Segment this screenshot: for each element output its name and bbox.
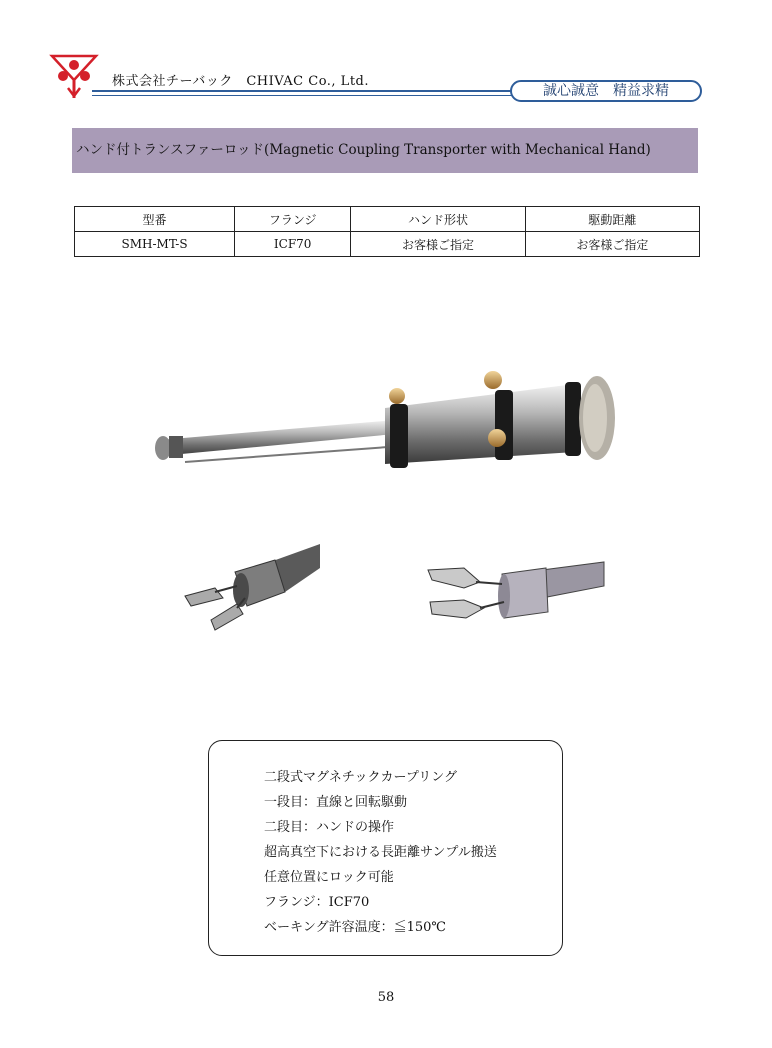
table-row	[75, 232, 700, 257]
table-header-row	[75, 207, 700, 232]
transfer-rod-photo	[145, 364, 617, 484]
chivac-logo	[48, 52, 100, 100]
company-name: 株式会社チーバック CHIVAC Co., Ltd.	[112, 74, 369, 89]
header-rule	[92, 90, 512, 92]
header-rule-thin	[92, 95, 512, 96]
header-model: 型番	[75, 207, 235, 232]
mechanical-hand-open-drawing	[175, 542, 323, 638]
cell-model: SMH-MT-S	[75, 232, 235, 257]
feature-item: ベーキング許容温度：≦150℃	[264, 920, 446, 935]
header-flange: フランジ	[235, 207, 351, 232]
feature-item: 超高真空下における長距離サンプル搬送	[264, 845, 497, 860]
product-title: ハンド付トランスファーロッド(Magnetic Coupling Transporter with Mechanical Hand)	[72, 128, 698, 173]
cell-hand-shape: お客様ご指定	[351, 232, 525, 257]
cell-drive-distance: お客様ご指定	[525, 232, 699, 257]
header-drive-distance: 駆動距離	[525, 207, 699, 232]
cell-flange: ICF70	[235, 232, 351, 257]
feature-item: 二段式マグネチックカープリング	[264, 770, 458, 785]
mechanical-hand-closed-drawing	[420, 556, 606, 628]
page-number: 58	[377, 990, 395, 1005]
spec-table	[74, 206, 700, 257]
feature-item: 一段目：直線と回転駆動	[264, 795, 408, 810]
features-box	[208, 740, 563, 956]
feature-item: フランジ：ICF70	[264, 895, 370, 910]
header-hand-shape: ハンド形状	[351, 207, 525, 232]
motto-badge: 誠心誠意 精益求精	[510, 80, 702, 102]
feature-item: 任意位置にロック可能	[264, 870, 394, 885]
feature-item: 二段目：ハンドの操作	[264, 820, 395, 835]
